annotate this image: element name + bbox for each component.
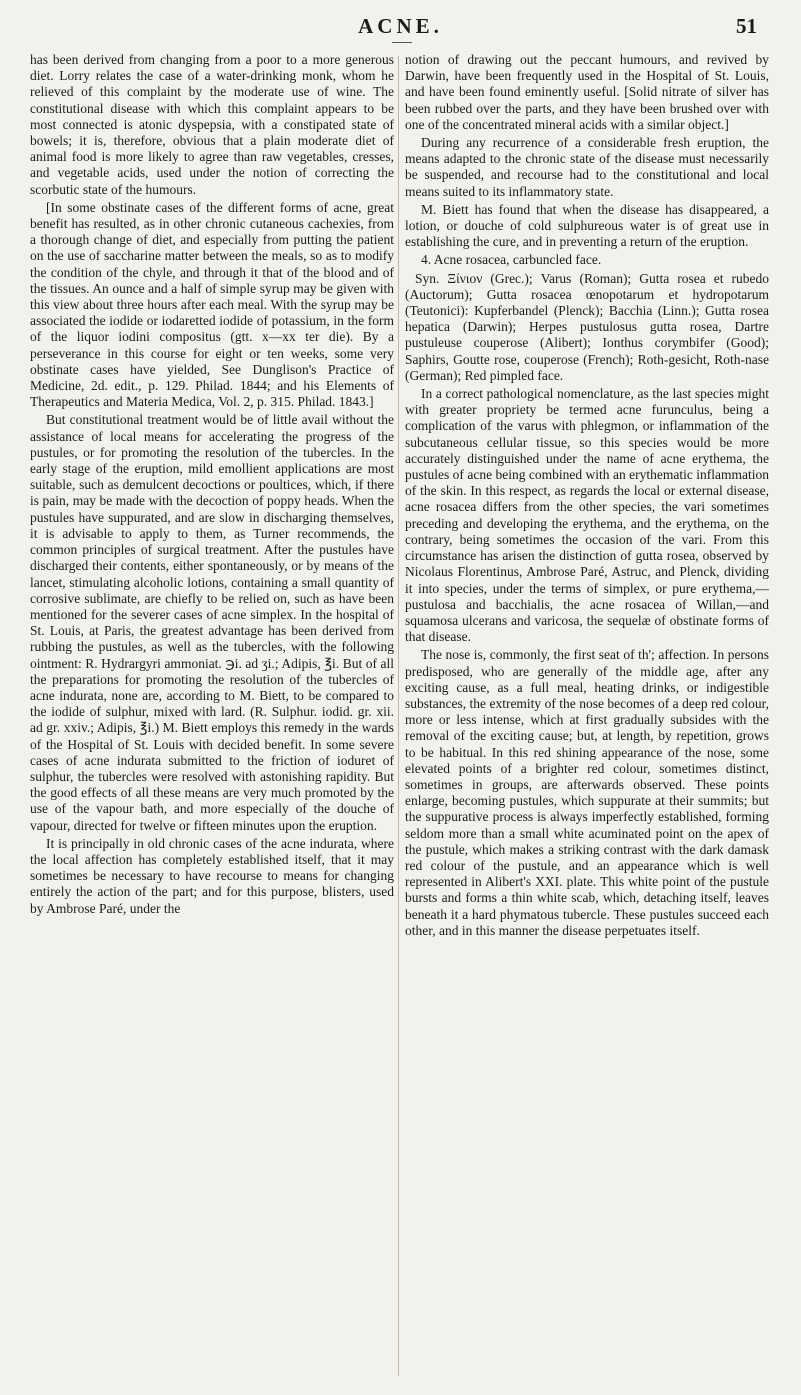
running-head [0, 14, 801, 42]
paragraph: The nose is, commonly, the first seat of th'; affection. In persons predisposed, who are generally of the middle age, after any exciting cause, as a full meal, heating drinks, or indigestible substances, the extremity of the nose becomes of a deep red colour, more or less intense, which at first gradually subsides with the removal of the exciting cause; but, at length, by repetition, grows to be habitual. In this red shining appearance of the nose, some elevated points of a brighter red colour, sometimes distinct, sometimes in groups, are afterwards observed. These points enlarge, becoming pustules, which suppurate at their summits; but the suppurative process is always imperfectly established, forming seldom more than a small white acuminated point on the apex of the pustule, which makes a striking contrast with the dark damask red colour of the pustule, and an appearance which is well represented in Alibert's XXI. plate. This white point of the pustule bursts and forms a thin white scab, which, detaching itself, leaves beneath it a hard phymatous tubercle. These pustules succeed each other, and in this manner the disease perpetuates itself. [405, 647, 769, 938]
title-ornament-rule [392, 42, 412, 43]
paragraph: M. Biett has found that when the disease has disappeared, a lotion, or douche of cold sulphureous water is of great use in establishing the cure, and in preventing a return of the eruption. [405, 201, 769, 250]
section-heading: 4. Acne rosacea, carbuncled face. [421, 252, 602, 268]
paragraph: During any recurrence of a considerable fresh eruption, the means adapted to the chronic state of the disease must necessarily be suspended, and recourse had to the constitutional and local means suited to its inflammatory state. [405, 135, 769, 199]
left-column [30, 52, 394, 919]
paragraph: [In some obstinate cases of the different forms of acne, great benefit has resulted, as in other chronic cutaneous cachexies, from a thorough change of diet, and especially from putting the patient on the use of saccharine matter between the meals, so as to modify the condition of the chyle, and through it that of the blood and of the tissues. An ounce and a half of simple syrup may be given with this view about three hours after each meal. With the syrup may be associated the iodide or iodaretted iodide of potassium, in the form of the liquor iodini compositus (gtt. x—xx ter die). By a perseverance in this course for eight or ten weeks, some very obstinate cases have yielded, See Dunglison's Practice of Medicine, 2d. edit., p. 129. Philad. 1844; and his Elements of Therapeutics and Materia Medica, Vol. 2, p. 315. Philad. 1843.] [30, 199, 394, 410]
paragraph: notion of drawing out the peccant humours, and revived by Darwin, have been frequently used in the Hospital of St. Louis, and have been found eminently useful. [Solid nitrate of silver has been rubbed over the parts, and they have been brushed over with one of the concentrated mineral acids with a similar object.] [405, 52, 769, 132]
page-number: 51 [736, 14, 757, 38]
right-column [405, 52, 769, 941]
synonyms-paragraph: Syn. Ξίνιον (Grec.); Varus (Roman); Gutta rosea et rubedo (Auctorum); Gutta rosacea œnopotarum et hydropotarum (Teutonici): Kupferbandel (Plenck); Bacchia (Linn.); Gutta rosea hepatica (Darwin); Herpes pustulosus gutta rosea, Dartre pustuleuse couperose (Alibert); Ionthus corymbifer (Good); Saphirs, Goutte rose, couperose (French); Roth-gesicht, Roth-nase (German); Red pimpled face. [405, 270, 769, 383]
column-divider [398, 56, 399, 1376]
paragraph: has been derived from changing from a poor to a more generous diet. Lorry relates the case of a water-drinking monk, whom he relieved of this complaint by the moderate use of wine. The constitutional disease with which this complaint appears to be most connected is atonic dyspepsia, with a constipated state of bowels; it is, therefore, obvious that a plain moderate diet of animal food is more likely to agree than raw vegetables, cresses, and vegetable acids, used under the notion of correcting the scorbutic state of the humours. [30, 52, 394, 197]
page-title: ACNE. [358, 14, 443, 38]
paragraph: In a correct pathological nomenclature, as the last species might with greater propriety be termed acne furunculus, being a complication of the varus with phlegmon, or inflammation of the subcutaneous cellular tissue, so this species would be more accurately distinguished under the name of acne erythema, the pustules of acne being combined with an erythematic inflammation of the skin. In this respect, as regards the local or external disease, acne rosacea differs from the other species, the vari sometimes preceding and developing the erythema, and the erythema, on the contrary, being sometimes the occasion of the vari. From this circumstance has arisen the distinction of gutta rosea, observed by Nicolaus Florentinus, Ambrose Paré, Astruc, and Plenck, dividing it into species, under the terms of simplex, or pure erythema,—pustulosa and bacchialis, the acne rosacea of Willan,—and squamosa ulcerans and varicosa, the sequelæ of obstinate forms of that disease. [405, 386, 769, 645]
paragraph: But constitutional treatment would be of little avail without the assistance of local means for accelerating the progress of the pustules, or for promoting the resolution of the tubercles. In the early stage of the eruption, mild emollient applications are most suitable, such as demulcent decoctions or poultices, which, if there is pain, may be made with the decoction of poppy heads. When the pustules have suppurated, and are slow in discharging themselves, it is advisable to apply to them, as Turner recommends, the common principles of surgical treatment. After the pustules have discharged their contents, either spontaneously, or by means of the lancet, stimulating alcoholic lotions, containing a small quantity of corrosive sublimate, are chiefly to be relied on, such as have been mentioned for the severer cases of acne simplex. In the hospital of St. Louis, at Paris, the greatest advantage has been derived from rubbing the pustules, as well as the tubercles, with the following ointment: R. Hydrargyri ammoniat. ℈i. ad ʒi.; Adipis, ℥i. But of all the preparations for promoting the resolution of the tubercles of acne indurata, none are, according to M. Biett, to be compared to the iodide of sulphur, mixed with lard. (R. Sulphur. iodid. gr. xii. ad gr. xxiv.; Adipis, ℥i.) M. Biett employs this remedy in the wards of the Hospital of St. Louis with decided benefit. In some severe cases of acne indurata submitted to the friction of ioduret of sulphur, the tubercles were resolved with astonishing rapidity. But the good effects of all these means are very much promoted by the use of the vapour bath, and more especially of the douche of vapour, directed for twelve or fifteen minutes upon the eruption. [30, 412, 394, 833]
paragraph: It is principally in old chronic cases of the acne indurata, where the local affection has completely established itself, that it may sometimes be necessary to have recourse to means for changing entirely the action of the part; and for this purpose, blisters, used by Ambrose Paré, under the [30, 835, 394, 916]
